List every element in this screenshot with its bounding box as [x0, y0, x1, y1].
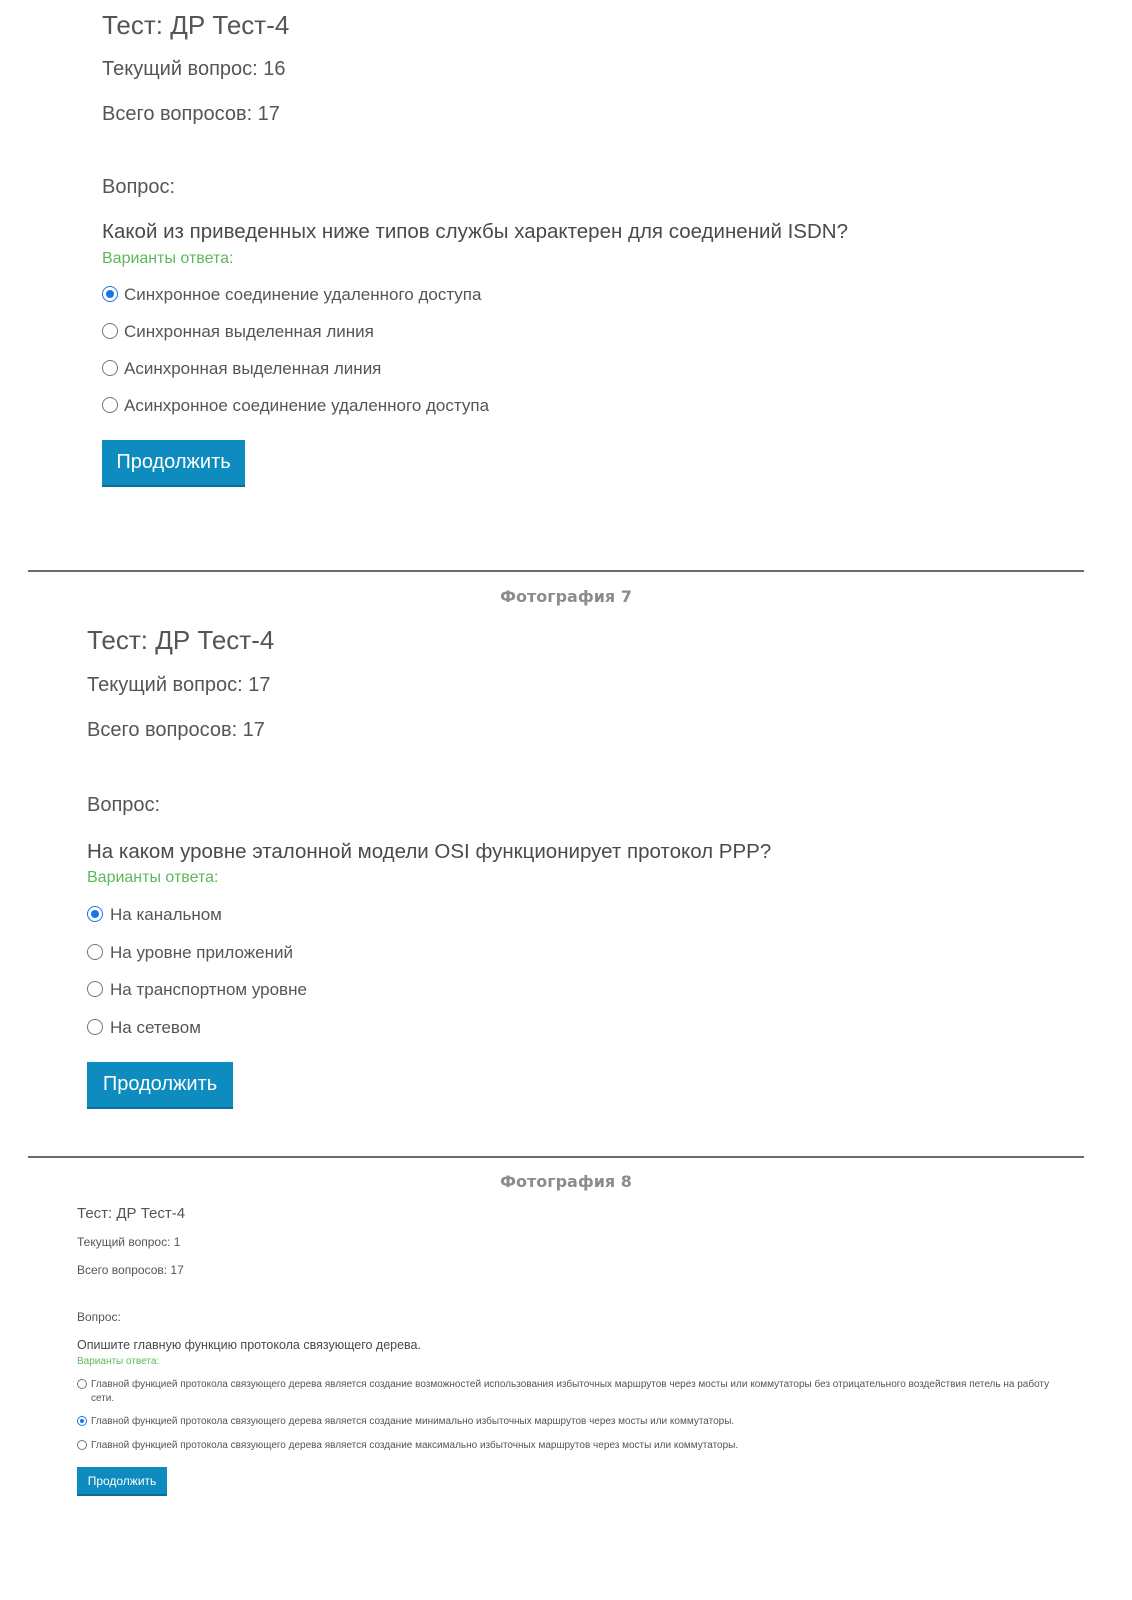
question-text: Какой из приведенных ниже типов службы характерен для соединений ISDN? [102, 220, 848, 243]
total-questions: Всего вопросов: 17 [87, 719, 265, 741]
answer-variants-label: Варианты ответа: [77, 1356, 160, 1367]
test-title: Тест: ДР Тест-4 [102, 10, 290, 40]
answer-option[interactable] [102, 396, 489, 416]
answer-variants-label: Варианты ответа: [102, 250, 234, 267]
radio-selected-icon[interactable] [87, 906, 103, 922]
radio-icon[interactable] [102, 323, 118, 339]
test-title: Тест: ДР Тест-4 [87, 625, 275, 655]
answer-option-label: Синхронное соединение удаленного доступа [124, 285, 482, 304]
radio-icon[interactable] [87, 944, 103, 960]
question-label: Вопрос: [77, 1310, 121, 1324]
radio-icon[interactable] [87, 981, 103, 997]
answer-option[interactable] [102, 322, 374, 342]
radio-icon[interactable] [102, 397, 118, 413]
continue-button[interactable]: Продолжить [77, 1467, 167, 1496]
answer-option[interactable] [77, 1415, 1062, 1429]
radio-icon[interactable] [77, 1440, 87, 1450]
answer-option[interactable] [87, 1018, 201, 1038]
total-questions: Всего вопросов: 17 [77, 1263, 184, 1277]
current-question: Текущий вопрос: 16 [102, 58, 286, 80]
radio-icon[interactable] [77, 1379, 87, 1389]
question-label: Вопрос: [87, 794, 161, 816]
continue-button[interactable]: Продолжить [102, 440, 245, 487]
answer-option[interactable] [87, 943, 293, 963]
radio-selected-icon[interactable] [102, 286, 118, 302]
divider [28, 1156, 1084, 1158]
radio-icon[interactable] [87, 1019, 103, 1035]
total-questions: Всего вопросов: 17 [102, 103, 280, 125]
answer-option-label: Главной функцией протокола связующего дерева является создание минимально избыточных маршрутов через мосты или коммутаторы. [91, 1416, 735, 1427]
answer-option-label: Главной функцией протокола связующего дерева является создание возможностей использования избыточных маршрутов через мосты или коммутаторы без отрицательного воздействия петель на работу сети. [91, 1379, 1050, 1404]
answer-option[interactable] [87, 905, 222, 925]
answer-option-label: На канальном [110, 905, 222, 924]
answer-variants-label: Варианты ответа: [87, 869, 219, 886]
answer-option-label: Асинхронная выделенная линия [124, 359, 382, 378]
answer-option-label: Асинхронное соединение удаленного доступа [124, 396, 490, 415]
photo-caption: Фотография 8 [500, 1172, 632, 1191]
answer-option-label: Синхронная выделенная линия [124, 322, 374, 341]
current-question: Текущий вопрос: 17 [87, 674, 271, 696]
answer-option-label: На транспортном уровне [110, 980, 307, 999]
radio-selected-icon[interactable] [77, 1416, 87, 1426]
answer-option-label: Главной функцией протокола связующего дерева является создание максимально избыточных маршрутов через мосты или коммутаторы. [91, 1440, 739, 1451]
continue-button[interactable]: Продолжить [87, 1062, 233, 1109]
divider [28, 570, 1084, 572]
answer-option[interactable] [77, 1378, 1062, 1406]
answer-option[interactable] [87, 980, 307, 1000]
answer-option-label: На уровне приложений [110, 943, 294, 962]
answer-option[interactable] [102, 359, 381, 379]
test-title: Тест: ДР Тест-4 [77, 1205, 186, 1222]
answer-option[interactable] [77, 1439, 1062, 1453]
answer-option-label: На сетевом [110, 1018, 201, 1037]
photo-caption: Фотография 7 [500, 587, 632, 606]
current-question: Текущий вопрос: 1 [77, 1235, 181, 1249]
radio-icon[interactable] [102, 360, 118, 376]
question-text: На каком уровне эталонной модели OSI функционирует протокол PPP? [87, 840, 772, 863]
question-text: Опишите главную функцию протокола связующего дерева. [77, 1338, 421, 1352]
answer-option[interactable] [102, 285, 481, 305]
question-label: Вопрос: [102, 176, 176, 198]
